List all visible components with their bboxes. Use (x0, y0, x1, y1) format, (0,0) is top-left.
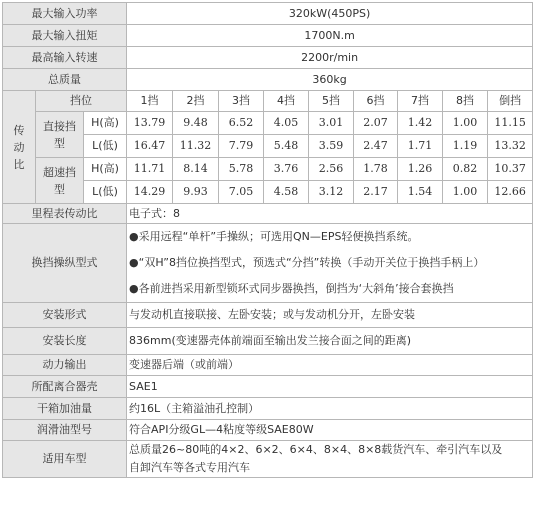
ratio-cell: 1.00 (443, 181, 488, 204)
ratio-cell: 1.42 (398, 112, 443, 135)
row-vehicles (3, 441, 533, 478)
ratio-cell: 8.14 (173, 158, 219, 181)
range-high-label: H(高) (84, 158, 127, 181)
total-mass-label: 总质量 (3, 69, 127, 91)
ratio-cell: 1.00 (443, 112, 488, 135)
ratio-cell: 14.29 (127, 181, 173, 204)
max-power-value: 320kW(450PS) (127, 3, 533, 25)
total-mass-value: 360kg (127, 69, 533, 91)
ratio-cell: 9.93 (173, 181, 219, 204)
ratio-cell: 3.59 (309, 135, 354, 158)
ratio-cell: 5.48 (264, 135, 309, 158)
ratio-group-char: 传 (13, 123, 25, 137)
ratio-cell: 4.58 (264, 181, 309, 204)
row-clutch-housing (3, 376, 533, 398)
max-power-label: 最大输入功率 (3, 3, 127, 25)
direct-high-row (3, 112, 533, 135)
gear-header-row (3, 91, 533, 112)
ratio-cell: 7.05 (219, 181, 264, 204)
row-total-mass (3, 69, 533, 91)
ratio-cell: 2.47 (354, 135, 398, 158)
ratio-cell: 1.54 (398, 181, 443, 204)
shift-line: ●采用远程“单杆”手操纵；可选用QN—EPS轻便换挡系统。 (129, 230, 419, 243)
oil-fill-value: 约16L（主箱溢油孔控制） (127, 398, 533, 420)
gear-col-header: 4挡 (264, 91, 309, 112)
ratio-cell: 4.05 (264, 112, 309, 135)
length-label: 安装长度 (3, 328, 127, 355)
ratio-cell: 5.78 (219, 158, 264, 181)
oil-fill-label: 干箱加油量 (3, 398, 127, 420)
ratio-cell: 16.47 (127, 135, 173, 158)
row-speedo (3, 204, 533, 224)
gear-col-header: 5挡 (309, 91, 354, 112)
gear-col-header: 1挡 (127, 91, 173, 112)
max-speed-label: 最高输入转速 (3, 47, 127, 69)
gear-col-header: 7挡 (398, 91, 443, 112)
vehicles-label: 适用车型 (3, 441, 127, 478)
ratio-group-char: 比 (13, 157, 25, 171)
row-shift (3, 224, 533, 303)
oil-type-label: 润滑油型号 (3, 420, 127, 441)
overdrive-type-line: 型 (54, 182, 65, 196)
row-mount (3, 303, 533, 328)
ratio-cell: 3.12 (309, 181, 354, 204)
shift-label: 换挡操纵型式 (3, 224, 127, 303)
direct-type-line: 型 (54, 136, 65, 150)
range-low-label: L(低) (84, 181, 127, 204)
row-max-torque (3, 25, 533, 47)
mount-value: 与发动机直接联接、左卧安装；或与发动机分开，左卧安装 (127, 303, 533, 328)
ratio-cell: 0.82 (443, 158, 488, 181)
ratio-cell: 12.66 (488, 181, 533, 204)
ratio-cell: 1.26 (398, 158, 443, 181)
pto-value: 变速器后端（或前端） (127, 355, 533, 376)
clutch-housing-value: SAE1 (127, 376, 533, 398)
ratio-cell: 1.19 (443, 135, 488, 158)
pto-label: 动力输出 (3, 355, 127, 376)
ratio-cell: 7.79 (219, 135, 264, 158)
spec-table (2, 2, 533, 478)
ratio-cell: 1.78 (354, 158, 398, 181)
ratio-cell: 10.37 (488, 158, 533, 181)
max-speed-value: 2200r/min (127, 47, 533, 69)
gear-col-header: 6挡 (354, 91, 398, 112)
row-pto (3, 355, 533, 376)
ratio-cell: 1.71 (398, 135, 443, 158)
oil-type-value: 符合API分级GL—4粘度等级SAE80W (127, 420, 533, 441)
speedo-label: 里程表传动比 (3, 204, 127, 224)
direct-type-label (36, 112, 84, 158)
vehicles-line: 自卸汽车等各式专用汽车 (129, 461, 251, 474)
row-max-speed (3, 47, 533, 69)
max-torque-value: 1700N.m (127, 25, 533, 47)
row-length (3, 328, 533, 355)
length-value: 836mm(变速器壳体前端面至输出发兰接合面之间的距离) (127, 328, 533, 355)
ratio-cell: 3.01 (309, 112, 354, 135)
gear-col-header: 3挡 (219, 91, 264, 112)
range-high-label: H(高) (84, 112, 127, 135)
gear-col-header: 8挡 (443, 91, 488, 112)
mount-label: 安装形式 (3, 303, 127, 328)
ratio-cell: 2.17 (354, 181, 398, 204)
max-torque-label: 最大输入扭矩 (3, 25, 127, 47)
ratio-cell: 2.56 (309, 158, 354, 181)
row-max-power (3, 3, 533, 25)
clutch-housing-label: 所配离合器壳 (3, 376, 127, 398)
range-low-label: L(低) (84, 135, 127, 158)
vehicles-line: 总质量26~80吨的4×2、6×2、6×4、8×4、8×8载货汽车、牵引汽车以及 (129, 443, 503, 456)
overdrive-type-line: 超速挡 (43, 165, 76, 179)
gear-col-header: 2挡 (173, 91, 219, 112)
ratio-cell: 11.71 (127, 158, 173, 181)
shift-line: ●各前进挡采用新型锁环式同步器换挡，倒挡为‘大斜角’接合套换挡 (129, 282, 454, 295)
ratio-cell: 11.32 (173, 135, 219, 158)
shift-value (127, 224, 533, 303)
ratio-cell: 2.07 (354, 112, 398, 135)
direct-type-line: 直接挡 (43, 119, 76, 133)
gear-header-label: 挡位 (36, 91, 127, 112)
ratio-group-label (3, 91, 36, 204)
ratio-cell: 6.52 (219, 112, 264, 135)
ratio-cell: 13.32 (488, 135, 533, 158)
ratio-cell: 3.76 (264, 158, 309, 181)
vehicles-value (127, 441, 533, 478)
row-oil-fill (3, 398, 533, 420)
ratio-cell: 11.15 (488, 112, 533, 135)
overdrive-type-label (36, 158, 84, 204)
speedo-value: 电子式：8 (127, 204, 533, 224)
ratio-cell: 9.48 (173, 112, 219, 135)
gear-col-header: 倒挡 (488, 91, 533, 112)
row-oil-type (3, 420, 533, 441)
shift-line: ●“双H”8挡位换挡型式，预选式“分挡”转换（手动开关位于换挡手柄上） (129, 256, 485, 269)
ratio-group-char: 动 (13, 140, 25, 154)
overdrive-high-row (3, 158, 533, 181)
ratio-cell: 13.79 (127, 112, 173, 135)
